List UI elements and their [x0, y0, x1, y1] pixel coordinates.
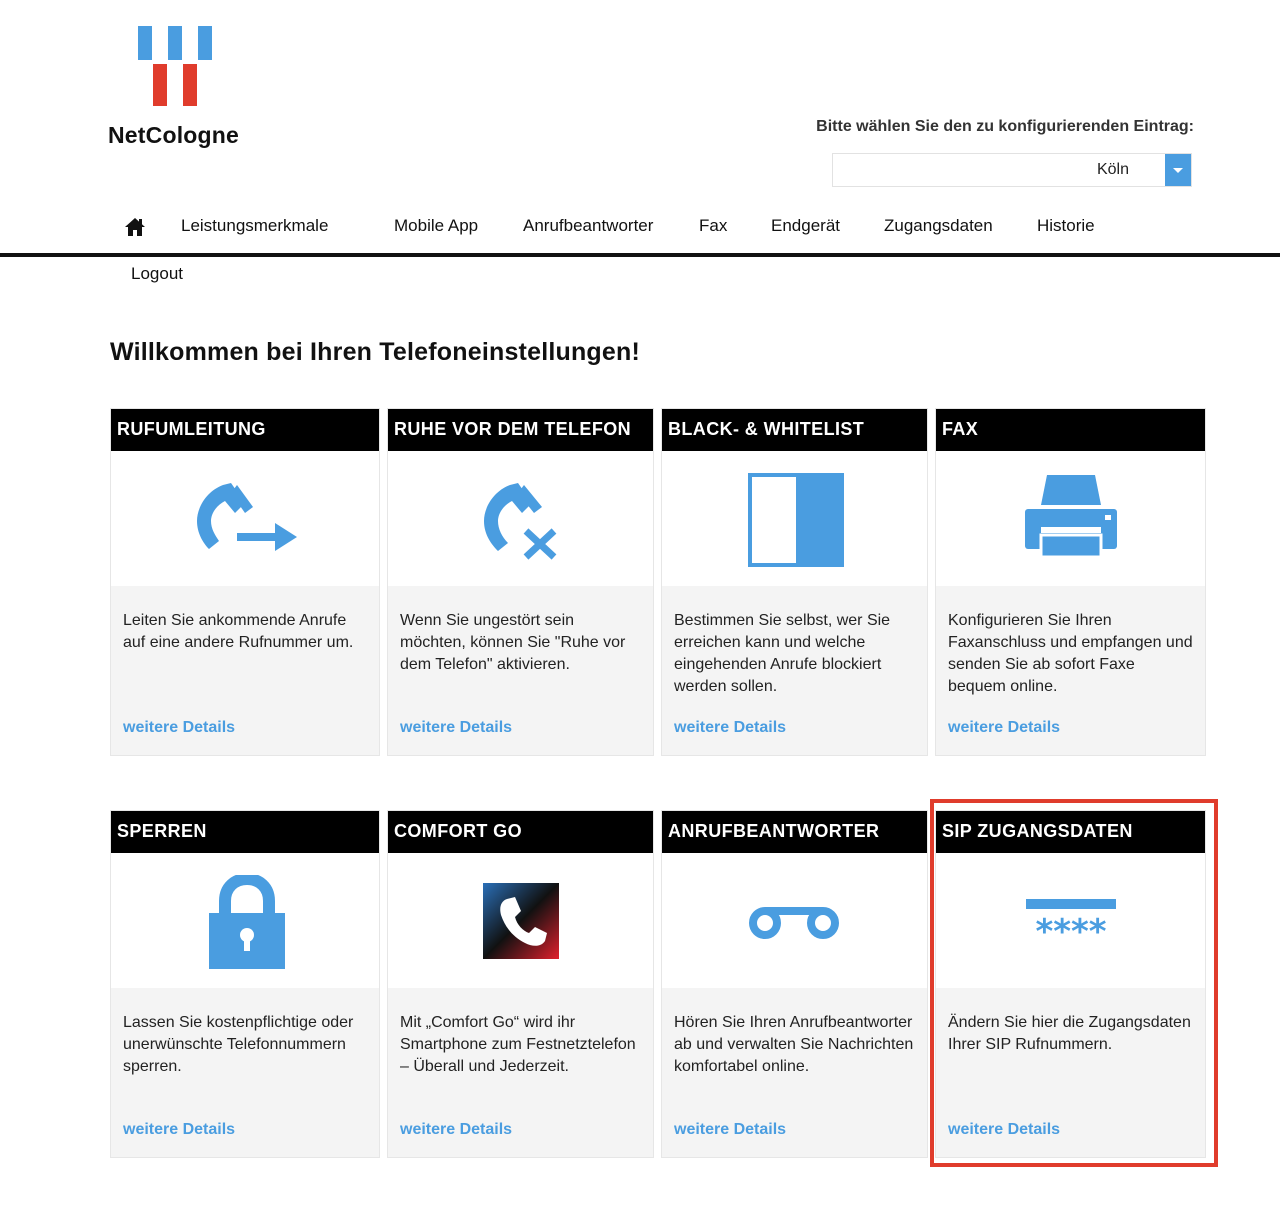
card-description: Hören Sie Ihren Anrufbeantworter ab und verwalten Sie Nachrichten komfortabel online.: [674, 1014, 914, 1075]
card-description: Leiten Sie ankommende Anrufe auf eine andere Rufnummer um.: [123, 612, 354, 651]
highlight-box: [930, 799, 1218, 1167]
card-details-link[interactable]: weitere Details: [948, 719, 1061, 736]
card-details-link[interactable]: weitere Details: [400, 1121, 513, 1138]
card-title: SIP ZUGANGSDATEN: [936, 811, 1205, 853]
card-description: Lassen Sie kostenpflichtige oder unerwünschte Telefonnummern sperren.: [123, 1014, 354, 1075]
card-details-link[interactable]: weitere Details: [948, 1121, 1061, 1138]
card-comfort-go[interactable]: [387, 810, 654, 1158]
card-image: [662, 853, 927, 988]
main-nav: [0, 204, 1280, 250]
nav-anrufbeantworter[interactable]: Anrufbeantworter: [523, 216, 654, 235]
card-title: COMFORT GO: [388, 811, 653, 853]
comfort-go-app-icon: [483, 883, 559, 959]
card-description: Bestimmen Sie selbst, wer Sie erreichen kann und welche eingehenden Anrufe blockiert werden sollen.: [674, 612, 891, 695]
nav-logout[interactable]: Logout: [131, 264, 183, 283]
card-image: [111, 853, 379, 988]
entry-select-label: Bitte wählen Sie den zu konfigurierenden Eintrag:: [816, 118, 1194, 135]
card-image: [388, 853, 653, 988]
chevron-down-icon[interactable]: [1165, 154, 1191, 186]
fax-icon: [1025, 475, 1117, 561]
card-image: [662, 451, 927, 586]
entry-select-value: Köln: [1096, 161, 1129, 178]
card-title: SPERREN: [111, 811, 379, 853]
nav-zugangsdaten[interactable]: Zugangsdaten: [884, 216, 993, 235]
call-forward-icon: [193, 481, 299, 559]
card-anrufbeantworter[interactable]: [661, 810, 928, 1158]
nav-leistungsmerkmale[interactable]: Leistungsmerkmale: [181, 216, 329, 235]
card-description: Ändern Sie hier die Zugangsdaten Ihrer SIP Rufnummern.: [948, 1014, 1191, 1053]
nav-divider: [0, 253, 1280, 257]
svg-text:****: ****: [1035, 912, 1107, 945]
card-details-link[interactable]: weitere Details: [674, 719, 787, 736]
netcologne-logo[interactable]: [108, 24, 248, 154]
card-image: [936, 451, 1205, 586]
card-details-link[interactable]: weitere Details: [123, 1121, 236, 1138]
card-image: [388, 451, 653, 586]
card-description: Mit „Comfort Go“ wird ihr Smartphone zum Festnetztelefon – Überall und Jederzeit.: [400, 1014, 636, 1075]
card-description: Wenn Sie ungestört sein möchten, können Sie "Ruhe vor dem Telefon" aktivieren.: [400, 612, 626, 673]
card-fax[interactable]: [935, 408, 1206, 756]
card-ruhe-vor-dem-telefon[interactable]: [387, 408, 654, 756]
black-white-list-icon: [748, 473, 844, 567]
entry-select[interactable]: [832, 153, 1192, 187]
netcologne-logo-mark: [138, 26, 212, 106]
card-details-link[interactable]: weitere Details: [674, 1121, 787, 1138]
nav-fax[interactable]: Fax: [699, 216, 728, 235]
card-title: RUFUMLEITUNG: [111, 409, 379, 451]
card-rufumleitung[interactable]: [110, 408, 380, 756]
page-title: Willkommen bei Ihren Telefoneinstellungen!: [110, 338, 640, 366]
card-details-link[interactable]: weitere Details: [400, 719, 513, 736]
voicemail-icon: [748, 903, 842, 941]
lock-icon: [207, 875, 287, 971]
nav-endgeraet[interactable]: Endgerät: [771, 216, 840, 235]
card-title: FAX: [936, 409, 1205, 451]
card-title: ANRUFBEANTWORTER: [662, 811, 927, 853]
brand-name: NetCologne: [108, 122, 240, 148]
card-title: RUHE VOR DEM TELEFON: [388, 409, 653, 451]
card-image: [111, 451, 379, 586]
nav-mobile-app[interactable]: Mobile App: [394, 216, 479, 235]
nav-historie[interactable]: Historie: [1037, 216, 1095, 235]
feature-grid-row-1: [110, 408, 1206, 756]
home-icon[interactable]: [124, 216, 146, 238]
card-details-link[interactable]: weitere Details: [123, 719, 236, 736]
card-sperren[interactable]: [110, 810, 380, 1158]
card-black-whitelist[interactable]: [661, 408, 928, 756]
card-description: Konfigurieren Sie Ihren Faxanschluss und empfangen und senden Sie ab sofort Faxe bequem online.: [948, 612, 1193, 695]
call-block-icon: [480, 481, 564, 561]
card-title: BLACK- & WHITELIST: [662, 409, 927, 451]
